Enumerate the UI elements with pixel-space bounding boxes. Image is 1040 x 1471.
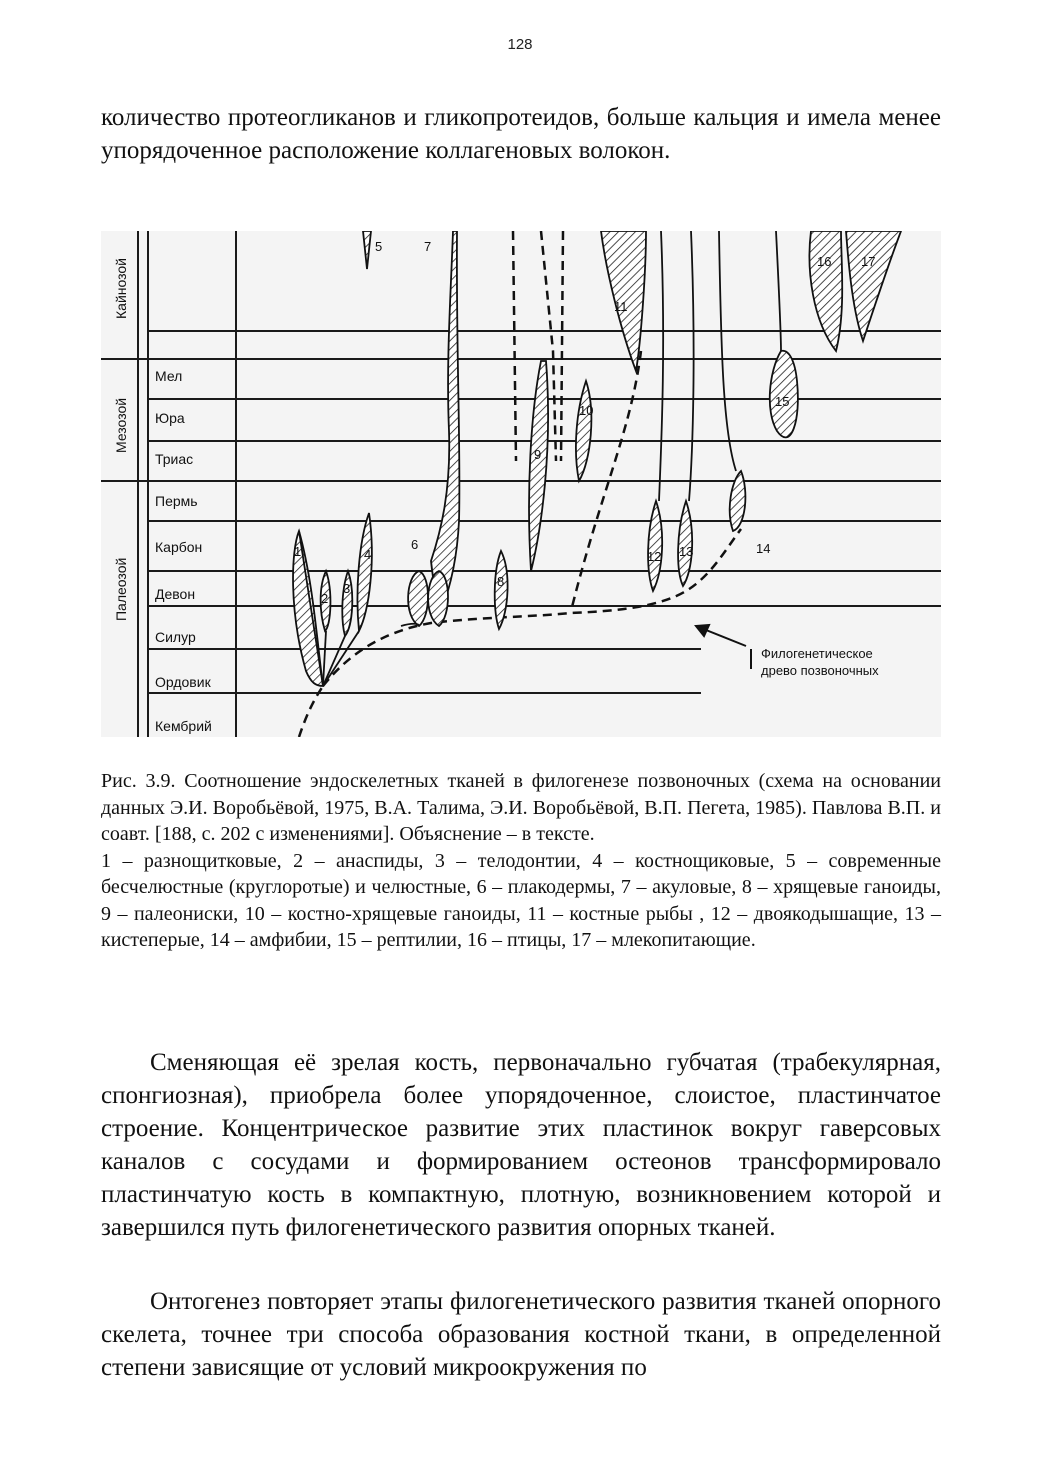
page-number: 128 <box>507 36 533 53</box>
branch-label-7: 7 <box>424 239 432 254</box>
branch-label-13: 13 <box>679 544 694 559</box>
branch-label-16: 16 <box>817 254 832 269</box>
branch-label-5: 5 <box>375 239 383 254</box>
era-mesozoic: Мезозой <box>113 397 129 453</box>
branch-label-17: 17 <box>861 254 876 269</box>
branch-label-12: 12 <box>647 549 662 564</box>
period-carboniferous: Карбон <box>155 539 203 555</box>
branch-label-10: 10 <box>579 403 594 418</box>
body-paragraph-1: Сменяющая её зрелая кость, первоначально губчатая (трабекулярная, спонгиозная), приобрела более упорядоченное, слоистое, пластинчатое строение. Концентрическое развитие этих пластинок вокруг гаверсовых каналов с сосудами и формированием остеонов трансформировало пластинчатую кость в компактную, плотную, возникновением которой и завершился путь филогенетического развития опорных тканей. <box>101 1049 941 1241</box>
branch-label-4: 4 <box>364 547 372 562</box>
annotation-line-1: Филогенетическое <box>761 646 873 661</box>
branch-label-14: 14 <box>756 541 771 556</box>
branch-label-8: 8 <box>497 574 505 589</box>
annotation-line-2: древо позвоночных <box>761 663 879 678</box>
caption-legend: 1 – разнощитковые, 2 – анаспиды, 3 – телодонтии, 4 – костнощиковые, 5 – современные бесчелюстные (круглоротые) и челюстные, 6 – плакодермы, 7 – акуловые, 8 – хрящевые ганоиды, 9 – палеониски, 10 – костно-хрящевые ганоиды, 11 – костные рыбы , 12 – двоякодышащие, 13 – кистеперые, 14 – амфибии, 15 – рептилии, 16 – птицы, 17 – млекопитающие. <box>101 849 941 951</box>
period-permian: Пермь <box>155 493 198 509</box>
period-devonian: Девон <box>155 586 196 602</box>
period-cretaceous: Мел <box>155 368 183 384</box>
branch-label-9: 9 <box>534 447 542 462</box>
branch-label-11: 11 <box>614 299 628 314</box>
phylogeny-figure <box>101 231 941 737</box>
branch-label-6: 6 <box>411 537 419 552</box>
branch-label-2: 2 <box>321 591 329 606</box>
branch-label-3: 3 <box>343 581 351 596</box>
era-cenozoic: Кайнозой <box>113 258 129 319</box>
body-paragraph-2: Онтогенез повторяет этапы филогенетического развития тканей опорного скелета, точнее три способа образования костной ткани, в определенной степени зависящие от условий микроокружения по <box>101 1288 941 1381</box>
era-paleozoic: Палеозой <box>113 557 129 621</box>
phylogeny-diagram <box>101 231 941 737</box>
branch-label-15: 15 <box>775 394 790 409</box>
period-jurassic: Юра <box>155 410 185 426</box>
branch-label-1: 1 <box>294 544 302 559</box>
period-ordovician: Ордовик <box>155 674 211 690</box>
period-triassic: Триас <box>155 451 194 467</box>
period-cambrian: Кембрий <box>155 718 212 734</box>
caption-main: Рис. 3.9. Соотношение эндоскелетных тканей в филогенезе позвоночных (схема на основании данных Э.И. Воробьёвой, 1975, В.А. Талима, Э.И. Воробьёвой, В.П. Пегета, 1985). Павлова В.П. и соавт. [188, с. 202 с изменениями]. Объяснение – в тексте. <box>101 770 941 845</box>
intro-paragraph: количество протеогликанов и гликопротеидов, больше кальция и имела менее упорядоченное расположение коллагеновых волокон. <box>101 104 941 164</box>
figure-caption <box>101 768 941 954</box>
period-silurian: Силур <box>155 629 196 645</box>
